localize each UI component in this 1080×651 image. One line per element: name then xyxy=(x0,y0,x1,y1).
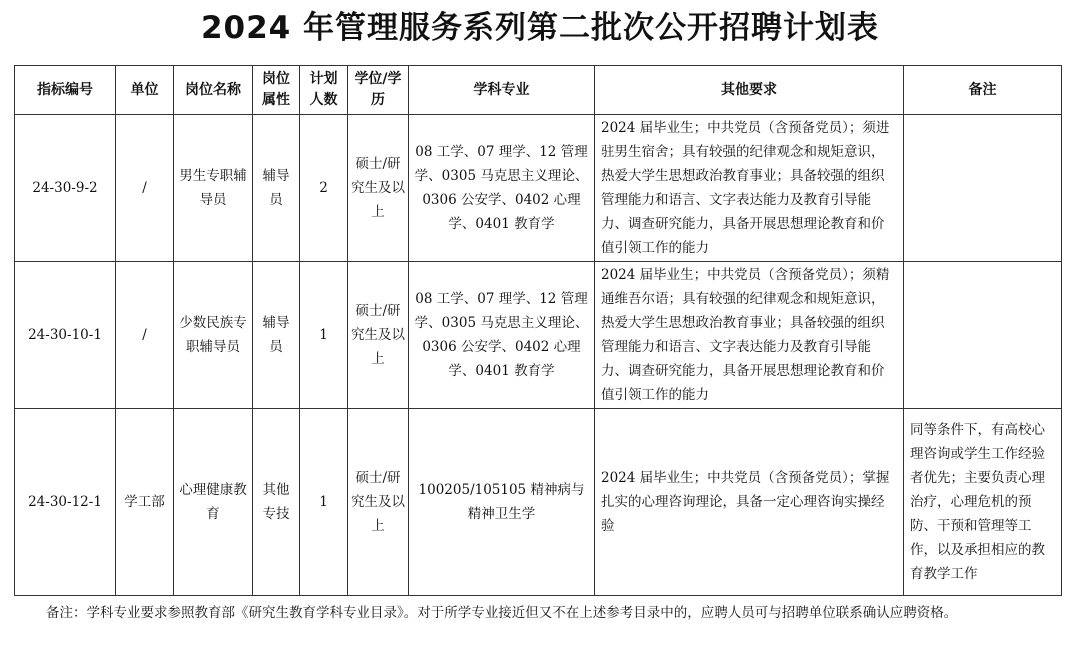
header-degree: 学位/学历 xyxy=(348,66,409,115)
cell-remarks xyxy=(904,115,1062,262)
table-row xyxy=(15,262,1062,409)
cell-count: 1 xyxy=(300,262,348,409)
cell-remarks: 同等条件下，有高校心理咨询或学生工作经验者优先；主要负责心理治疗，心理危机的预防、干预和管理等工作，以及承担相应的教育教学工作 xyxy=(904,409,1062,596)
cell-major: 08 工学、07 理学、12 管理学、0305 马克思主义理论、0306 公安学、0402 心理学、0401 教育学 xyxy=(409,262,595,409)
table-row xyxy=(15,115,1062,262)
cell-major: 100205/105105 精神病与精神卫生学 xyxy=(409,409,595,596)
cell-code: 24-30-12-1 xyxy=(15,409,116,596)
cell-requirements: 2024 届毕业生；中共党员（含预备党员）；掌握扎实的心理咨询理论，具备一定心理咨询实操经验 xyxy=(595,409,904,596)
header-position: 岗位名称 xyxy=(174,66,253,115)
header-unit: 单位 xyxy=(116,66,174,115)
header-major: 学科专业 xyxy=(409,66,595,115)
table-row xyxy=(15,409,1062,596)
cell-code: 24-30-10-1 xyxy=(15,262,116,409)
cell-count: 1 xyxy=(300,409,348,596)
table-header-row xyxy=(15,66,1062,115)
cell-degree: 硕士/研究生及以上 xyxy=(348,262,409,409)
cell-unit: / xyxy=(116,115,174,262)
cell-position: 男生专职辅导员 xyxy=(174,115,253,262)
page-title: 2024 年管理服务系列第二批次公开招聘计划表 xyxy=(200,10,880,46)
cell-degree: 硕士/研究生及以上 xyxy=(348,409,409,596)
cell-code: 24-30-9-2 xyxy=(15,115,116,262)
header-requirements: 其他要求 xyxy=(595,66,904,115)
header-code: 指标编号 xyxy=(15,66,116,115)
header-count: 计划人数 xyxy=(300,66,348,115)
cell-unit: 学工部 xyxy=(116,409,174,596)
cell-requirements: 2024 届毕业生；中共党员（含预备党员）；须精通维吾尔语；具有较强的纪律观念和规矩意识，热爱大学生思想政治教育事业；具备较强的组织管理能力和语言、文字表达能力及教育引导能力、调查研究能力，具备开展思想理论教育和价值引领工作的能力 xyxy=(595,262,904,409)
cell-attribute: 辅导员 xyxy=(253,115,300,262)
cell-attribute: 其他专技 xyxy=(253,409,300,596)
cell-attribute: 辅导员 xyxy=(253,262,300,409)
recruitment-plan-table xyxy=(14,65,1062,596)
cell-degree: 硕士/研究生及以上 xyxy=(348,115,409,262)
footnote: 备注：学科专业要求参照教育部《研究生教育学科专业目录》。对于所学专业接近但又不在上述参考目录中的，应聘人员可与招聘单位联系确认应聘资格。 xyxy=(46,605,958,621)
cell-position: 少数民族专职辅导员 xyxy=(174,262,253,409)
cell-major: 08 工学、07 理学、12 管理学、0305 马克思主义理论、0306 公安学、0402 心理学、0401 教育学 xyxy=(409,115,595,262)
header-attribute: 岗位属性 xyxy=(253,66,300,115)
cell-position: 心理健康教育 xyxy=(174,409,253,596)
header-remarks: 备注 xyxy=(904,66,1062,115)
cell-unit: / xyxy=(116,262,174,409)
cell-remarks xyxy=(904,262,1062,409)
cell-requirements: 2024 届毕业生；中共党员（含预备党员）；须进驻男生宿舍；具有较强的纪律观念和规矩意识，热爱大学生思想政治教育事业；具备较强的组织管理能力和语言、文字表达能力及教育引导能力、调查研究能力，具备开展思想理论教育和价值引领工作的能力 xyxy=(595,115,904,262)
cell-count: 2 xyxy=(300,115,348,262)
